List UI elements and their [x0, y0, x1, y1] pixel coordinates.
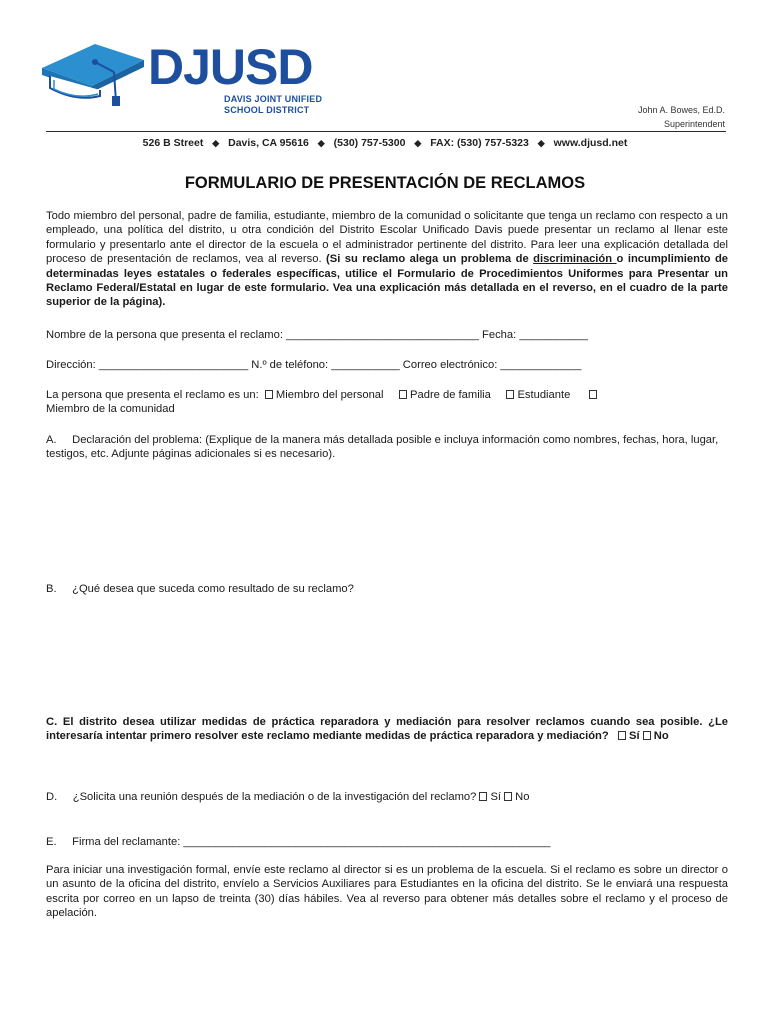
role-community-checkbox[interactable] — [589, 390, 597, 399]
section-e-label: E. — [46, 836, 57, 848]
role-community-label: Miembro de la comunidad — [46, 403, 175, 416]
section-a — [46, 433, 728, 462]
role-staff-checkbox[interactable] — [265, 390, 273, 399]
section-d-no-label: No — [515, 791, 530, 803]
header-divider — [46, 131, 726, 132]
diamond-separator-icon: ◆ — [414, 138, 422, 148]
name-date-field[interactable]: Nombre de la persona que presenta el reclamo: _______________________________ Fecha: ___________ — [46, 329, 588, 341]
intro-paragraph — [46, 209, 728, 310]
role-selection — [46, 388, 728, 417]
address-line — [0, 137, 770, 149]
role-prompt: La persona que presenta el reclamo es un: — [46, 389, 259, 401]
address-city: Davis, CA 95616 — [228, 137, 309, 149]
section-a-answer-area[interactable] — [46, 468, 728, 573]
section-c-yes-label: Sí — [629, 730, 640, 743]
closing-paragraph: Para iniciar una investigación formal, envíe este reclamo al director si es un problema de la escuela. Si el reclamo es sobre un director o un asunto de la oficina del distrito, envíelo a Servicios Auxiliares para Estudiantes en la oficina del distrito. Se le enviará una respuesta escrita por correo en un lapso de treinta (30) días hábiles. Vea al reverso para obtener más detalles sobre el reclamo y el proceso de apelación. — [46, 864, 728, 920]
section-d-no-checkbox[interactable] — [504, 792, 512, 801]
address-phone-email-field[interactable]: Dirección: ________________________ N.º de teléfono: ___________ Correo electrónico: _____________ — [46, 359, 582, 371]
brand-line-2: SCHOOL DISTRICT — [224, 105, 310, 115]
section-c-yes-checkbox[interactable] — [618, 731, 626, 740]
intro-bold-underlined: discriminación — [533, 253, 617, 266]
address-phone: (530) 757-5300 — [333, 137, 406, 149]
superintendent-block — [638, 103, 725, 131]
section-e — [46, 835, 728, 849]
section-c-no-label: No — [653, 730, 669, 743]
section-b-label: B. — [46, 583, 57, 595]
section-b — [46, 582, 728, 596]
section-d — [46, 790, 728, 804]
diamond-separator-icon: ◆ — [537, 138, 545, 148]
diamond-separator-icon: ◆ — [317, 138, 325, 148]
intro-bold-2: o incumplimiento de determinadas leyes estatales o federales específicas, utilice el Formulario de Procedimientos Uniformes para Presentar un Reclamo Federal/Estatal en lugar de este formulario. Vea una explicación más detallada en el reverso, en el cuadro de la parte superior de la página). — [46, 253, 729, 309]
role-parent-checkbox[interactable] — [399, 390, 407, 399]
diamond-separator-icon: ◆ — [212, 138, 220, 148]
address-web: www.djusd.net — [553, 137, 628, 149]
section-d-yes-label: Sí — [490, 791, 502, 803]
role-student-label: Estudiante — [517, 389, 571, 401]
signature-field[interactable]: Firma del reclamante: ___________________________________________________________ — [72, 836, 551, 848]
superintendent-title: Superintendent — [663, 119, 725, 129]
section-b-text: ¿Qué desea que suceda como resultado de su reclamo? — [72, 583, 354, 595]
section-c — [46, 715, 728, 744]
brand-line-1: DAVIS JOINT UNIFIED — [224, 94, 323, 104]
brand-name: DJUSD — [148, 39, 313, 95]
section-d-text: ¿Solicita una reunión después de la mediación o de la investigación del reclamo? — [72, 791, 477, 803]
superintendent-name: John A. Bowes, Ed.D. — [637, 105, 725, 115]
section-d-yes-checkbox[interactable] — [479, 792, 487, 801]
intro-bold-1: (Si su reclamo alega un problema de — [326, 253, 534, 266]
section-a-text: Declaración del problema: (Explique de la manera más detallada posible e incluya información como nombres, fechas, hora, lugar, testigos, etc. Adjunte páginas adicionales si es necesario). — [46, 434, 719, 461]
role-student-checkbox[interactable] — [506, 390, 514, 399]
section-a-label: A. — [46, 434, 57, 446]
role-staff-label: Miembro del personal — [275, 389, 384, 401]
graduation-cap-icon — [40, 42, 145, 108]
address-street: 526 B Street — [142, 137, 204, 149]
brand-subtitle — [224, 94, 322, 116]
section-d-label: D. — [46, 791, 58, 803]
form-title: FORMULARIO DE PRESENTACIÓN DE RECLAMOS — [184, 174, 586, 192]
section-c-no-checkbox[interactable] — [643, 731, 651, 740]
address-fax: FAX: (530) 757-5323 — [430, 137, 529, 149]
intro-regular: Todo miembro del personal, padre de familia, estudiante, miembro de la comunidad o solicitante que tenga un reclamo con respecto a un empleado, una política del distrito, u otra condición del Distrito Escolar Unificado Davis puede presentar un reclamo al llenar este formulario y presentarlo ante el director de la escuela o el administrador pertinente del distrito. Para leer una explicación detallada del proceso de presentación de reclamos, vea al reverso. — [46, 210, 728, 266]
section-c-text: C. El distrito desea utilizar medidas de práctica reparadora y mediación para resolver reclamos cuando sea posible. ¿Le interesaría intentar primero resolver este reclamo mediante medidas de práctica reparadora y mediación? — [46, 716, 728, 743]
district-logo — [40, 40, 340, 124]
section-b-answer-area[interactable] — [46, 602, 728, 707]
role-parent-label: Padre de familia — [410, 389, 491, 401]
